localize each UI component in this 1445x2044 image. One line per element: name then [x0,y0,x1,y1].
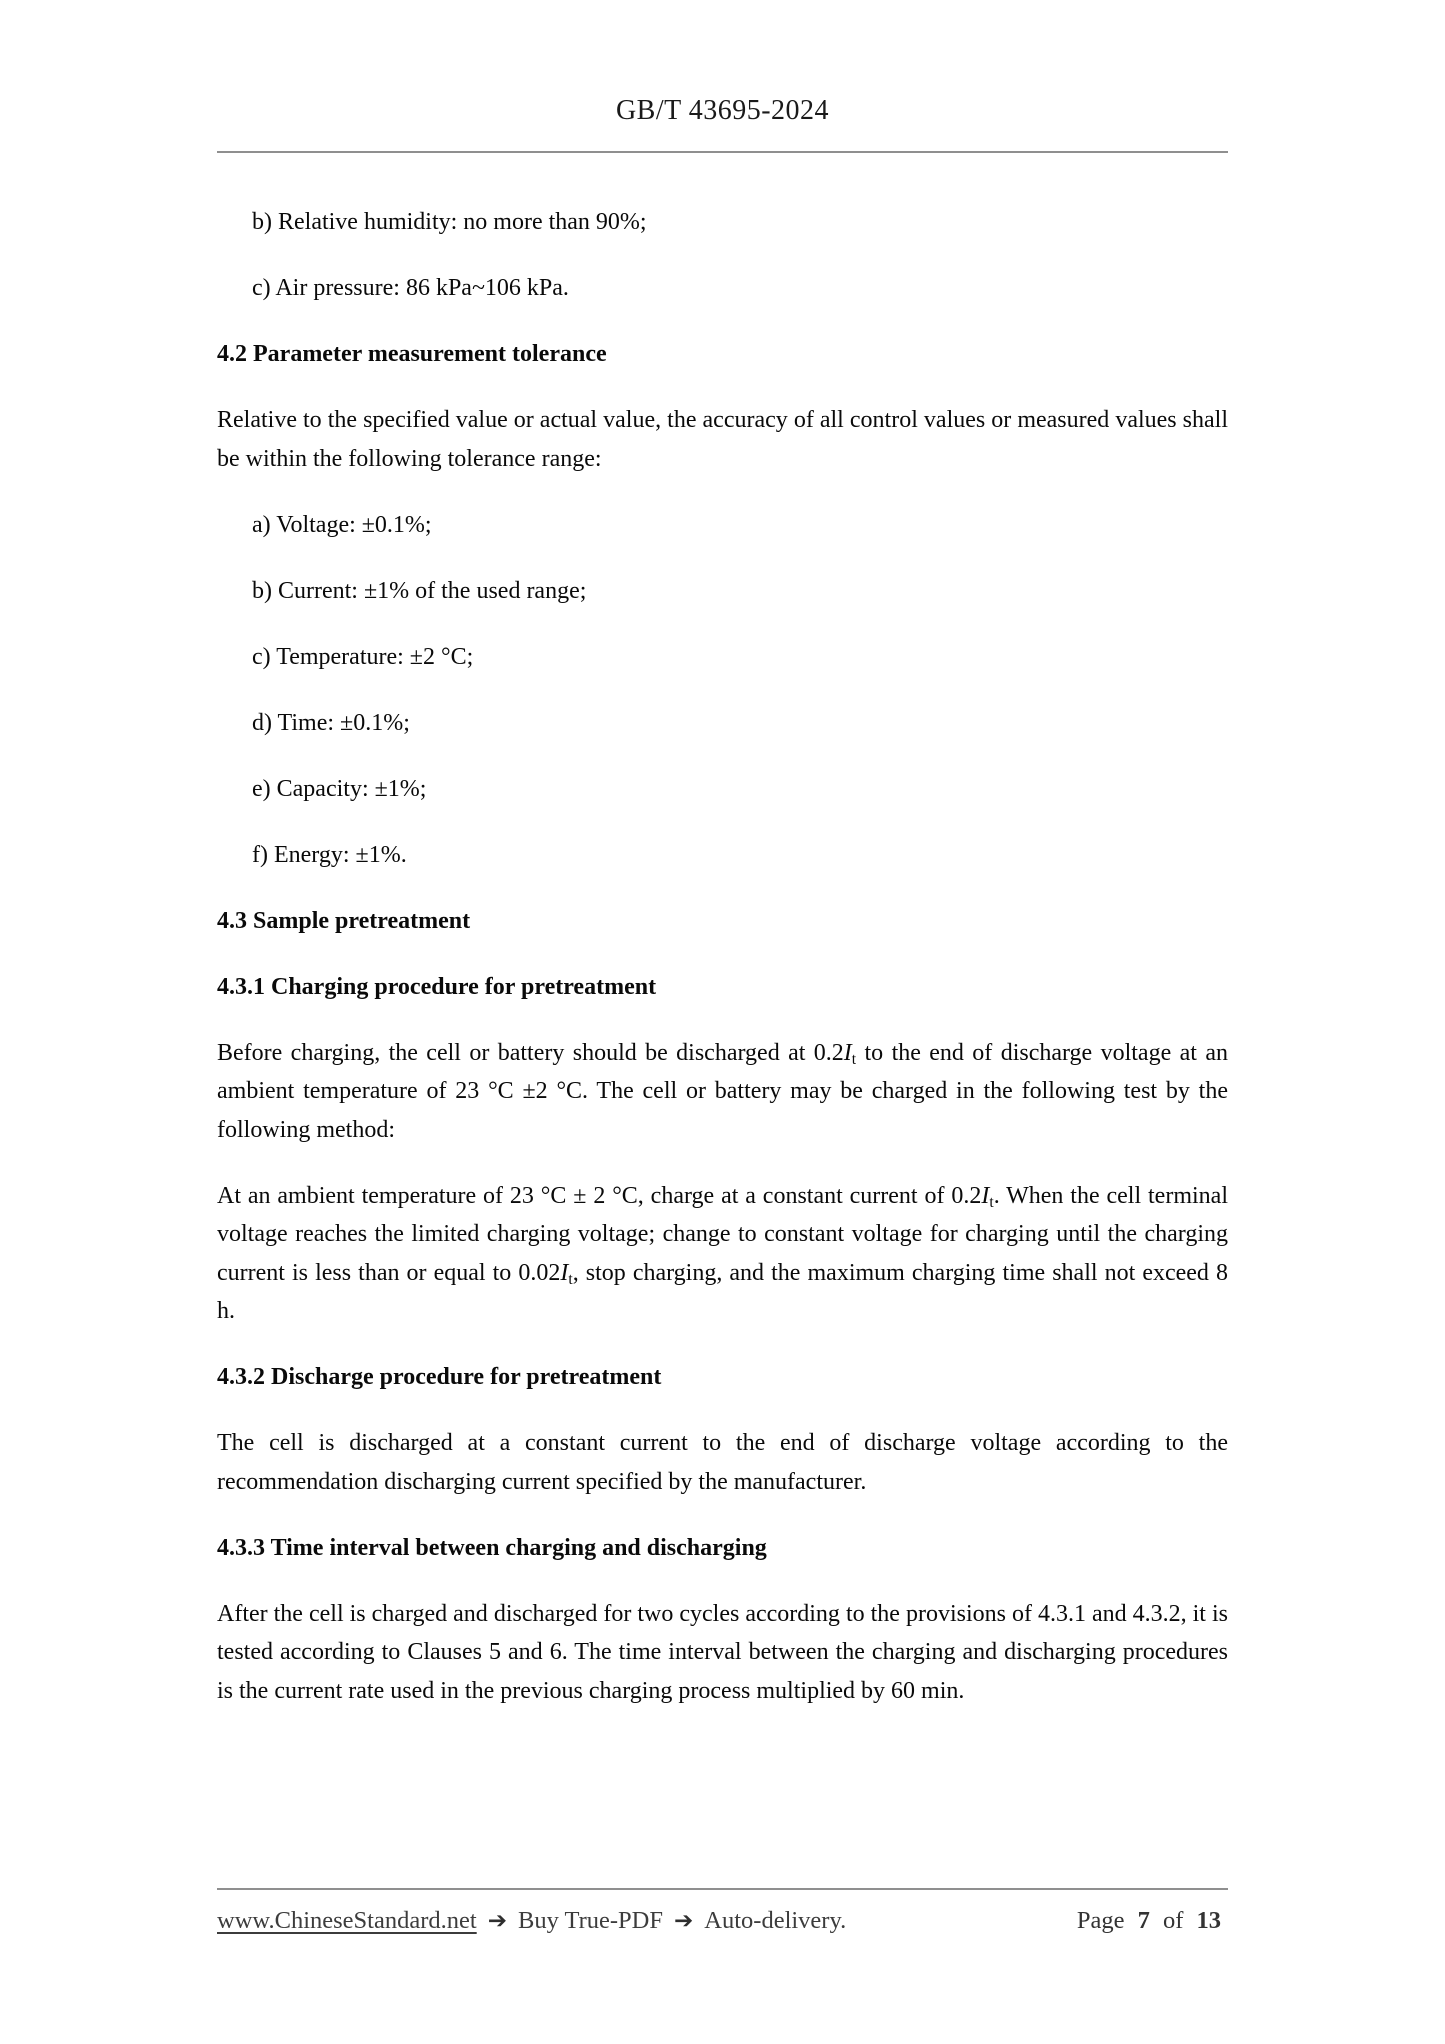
paragraph: After the cell is charged and discharged for two cycles according to the provisions of 4.3.1 and 4.3.2, it is tested according to Clauses 5 and 6. The time interval between the charging and discharging procedures is the current rate used in the previous charging process multiplied by 60 min. [217,1600,1228,1704]
footer-buy-text: Buy True-PDF [517,1907,663,1934]
list-item: b) Relative humidity: no more than 90%; [252,209,647,235]
arrow-right-icon: ➔ [674,1908,694,1934]
paragraph: The cell is discharged at a constant current to the end of discharge voltage according to the recommendation discharging current specified by the manufacturer. [217,1430,1228,1495]
document-body [217,153,1228,1710]
paragraph: Before charging, the cell or battery should be discharged at $0.2I_t$ to the end of discharge voltage at an ambient temperature of 23 °C ±2 °C. The cell or battery may be charged in the following test by the following method: [217,1039,1228,1143]
section-heading: 4.2 Parameter measurement tolerance [217,341,607,367]
footer-delivery-text: Auto-delivery. [704,1907,847,1934]
list-item: c) Temperature: ±2 °C; [252,643,474,670]
list-item: e) Capacity: ±1%; [252,775,427,802]
page-total: 13 [1196,1907,1221,1934]
list-item: b) Current: ±1% of the used range; [252,577,587,604]
page-indicator [1077,1904,1228,1938]
arrow-right-icon: ➔ [487,1908,507,1934]
page-label: Page [1076,1907,1125,1934]
page-header [217,0,1228,130]
page-footer [217,1904,1228,1938]
list-item: c) Air pressure: 86 kPa~106 kPa. [252,275,569,301]
page-of-label: of [1162,1907,1184,1934]
footer-rule [217,1888,1228,1890]
paragraph: At an ambient temperature of 23 °C ± 2 °C, charge at a constant current of $0.2I_t$. When the cell terminal voltage reaches the limited charging voltage; change to constant voltage for charging until the charging current is less than or equal to $0.02I_t$, stop charging, and the maximum charging time shall not exceed 8 h. [217,1182,1228,1324]
section-heading: 4.3.1 Charging procedure for pretreatment [217,973,657,1000]
doc-number: GB/T 43695-2024 [615,95,830,126]
list-item: a) Voltage: ±0.1%; [252,511,432,538]
section-heading: 4.3.2 Discharge procedure for pretreatment [217,1364,662,1390]
list-item: d) Time: ±0.1%; [252,709,410,736]
footer-left [217,1904,846,1938]
section-heading: 4.3 Sample pretreatment [217,907,471,934]
paragraph: Relative to the specified value or actual value, the accuracy of all control values or measured values shall be within the following tolerance range: [217,407,1228,472]
page-current: 7 [1137,1907,1150,1934]
list-item: f) Energy: ±1%. [252,841,407,868]
section-heading: 4.3.3 Time interval between charging and discharging [217,1534,767,1561]
website-link[interactable]: www.ChineseStandard.net [217,1907,477,1934]
